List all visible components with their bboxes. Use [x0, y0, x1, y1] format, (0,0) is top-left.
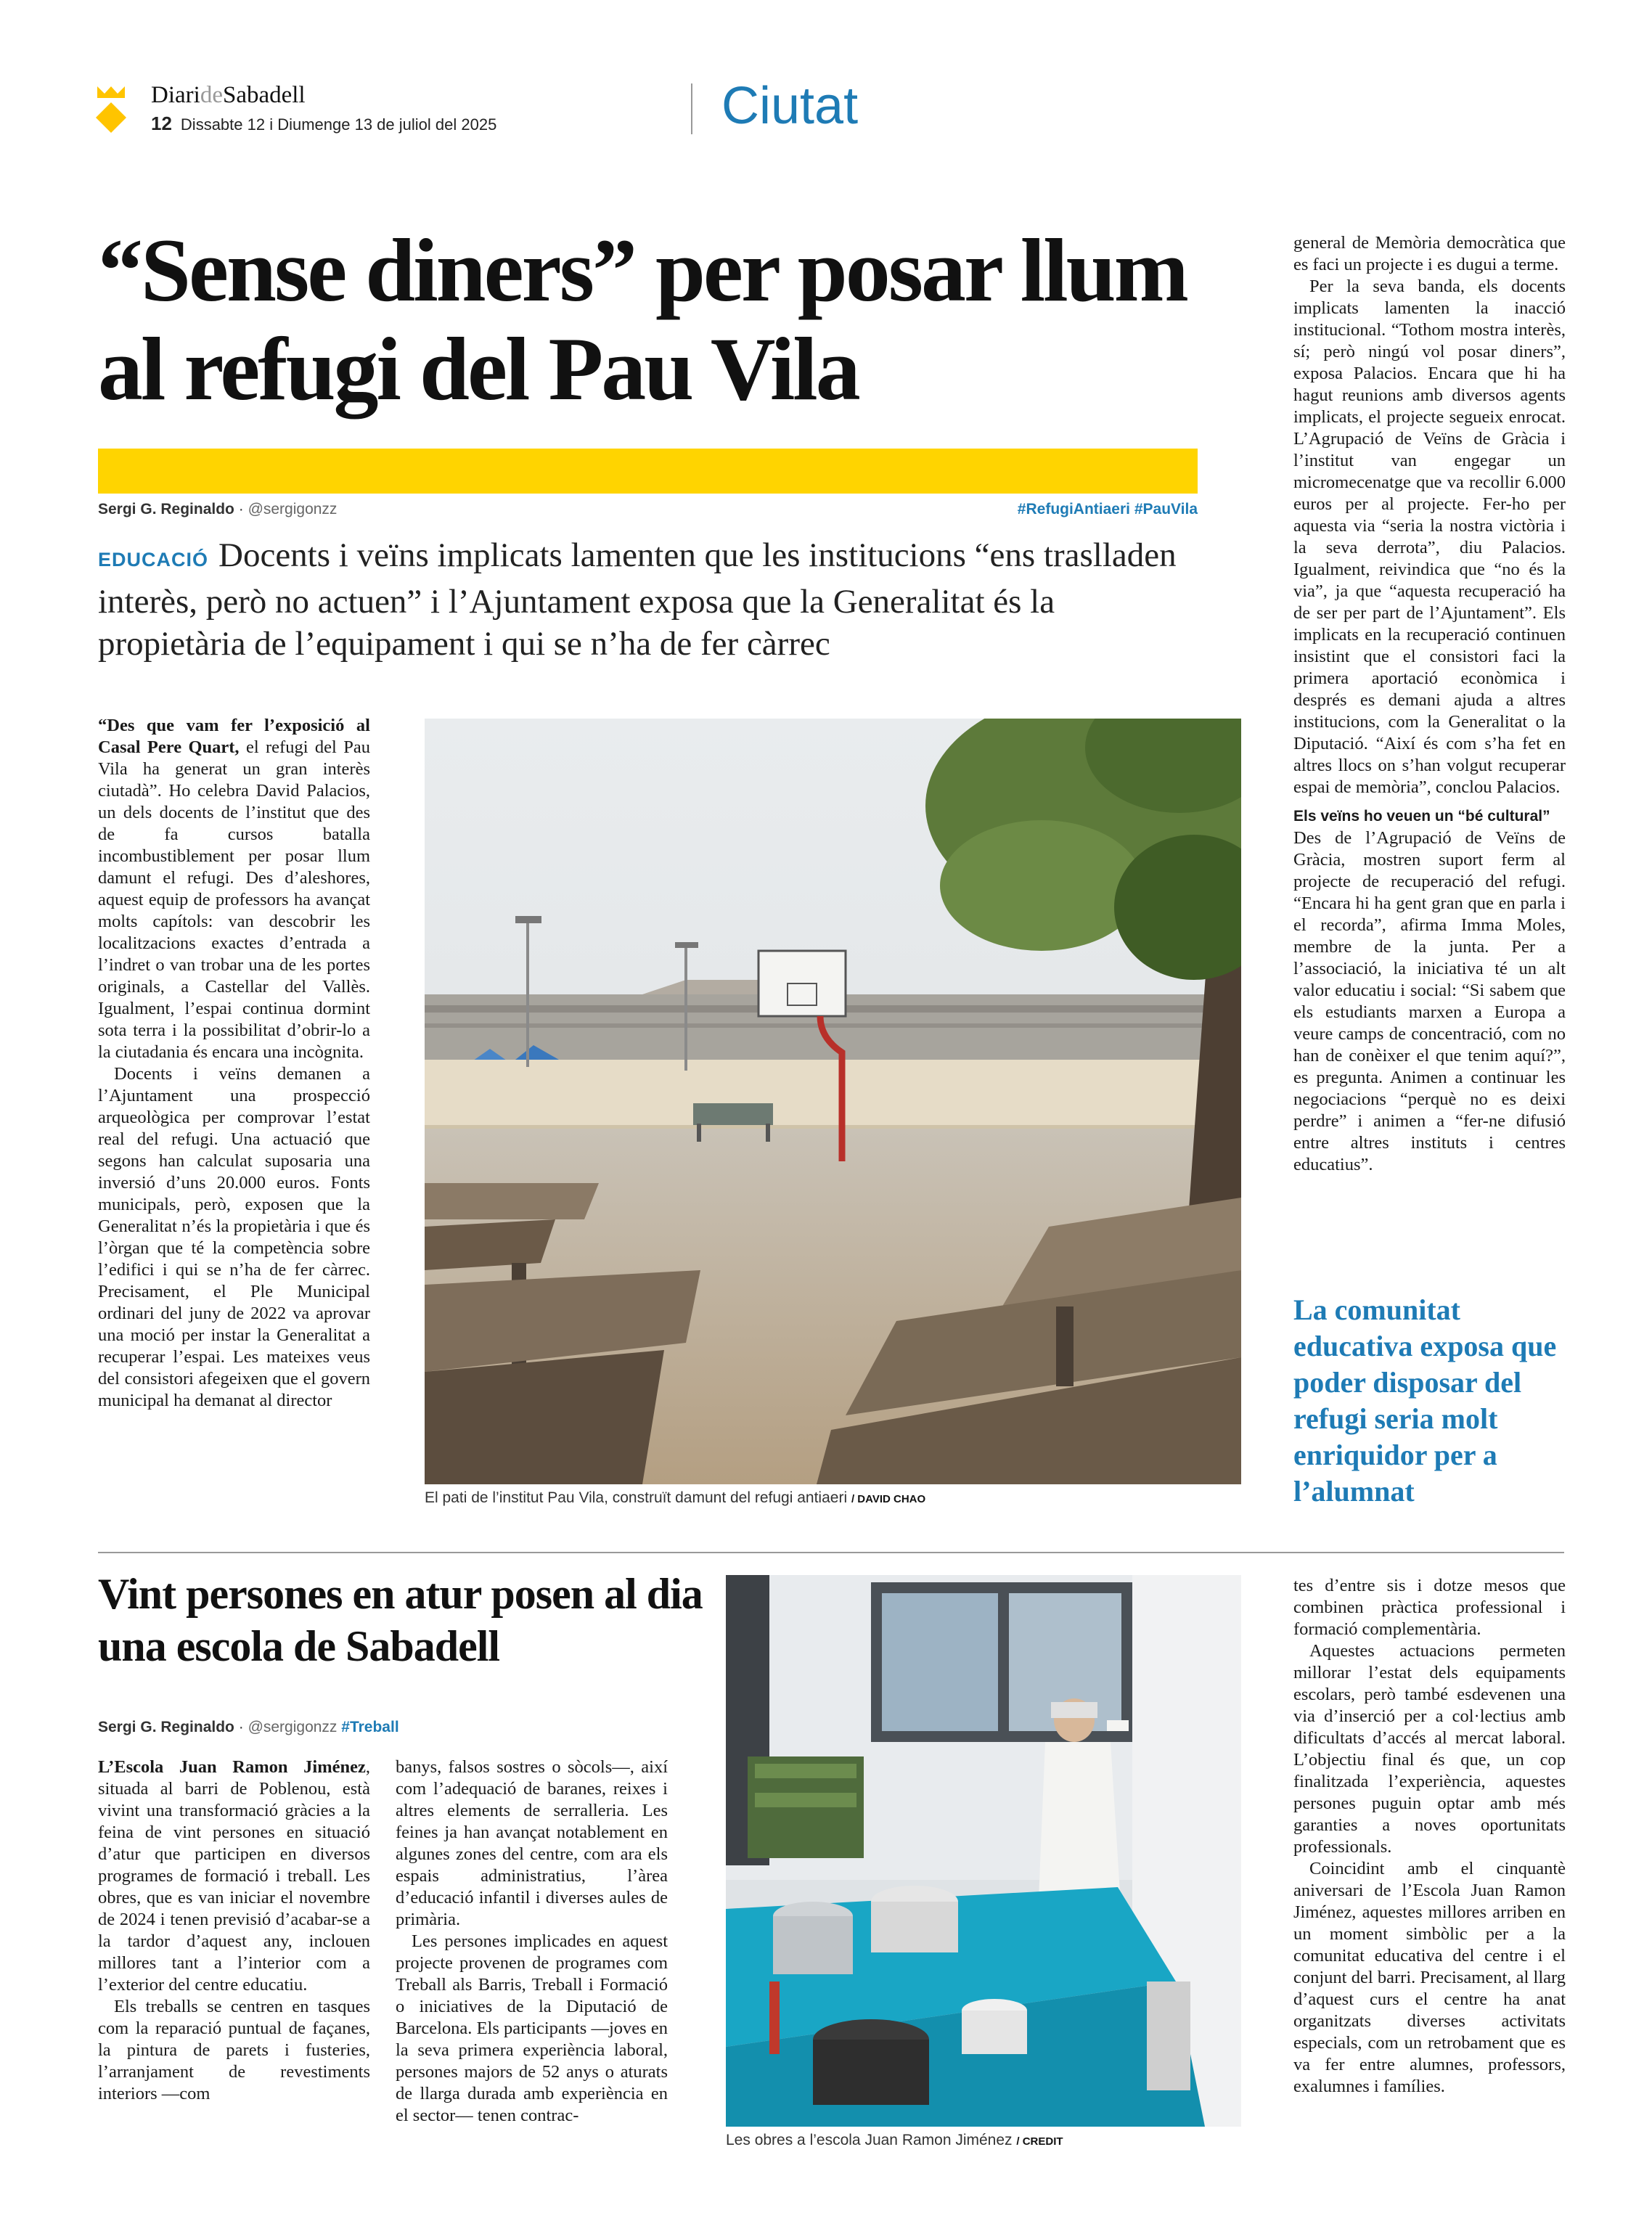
paragraph: Les persones implicades en aquest projecte provenen de programes com Treball als Barris, Treball i Formació o iniciatives de la Diputació de Barcelona. Els participants —joves en la seva primera experiència laboral, persones majors de 52 anys o aturats de llarga durada amb experiència en el sector— tenen contrac- — [396, 1931, 668, 2125]
paragraph: tes d’entre sis i dotze mesos que combinen pràctica professional i formació complementària. — [1293, 1576, 1566, 1639]
article1-photo — [425, 719, 1241, 1484]
article2-column-3 — [1293, 1575, 1566, 2098]
article1-column-1 — [98, 715, 370, 1412]
section-divider-line — [98, 1552, 1564, 1553]
article1-byline — [98, 501, 337, 518]
article2-column-2 — [396, 1756, 668, 2127]
article1-handle[interactable]: @sergigonzz — [248, 501, 338, 518]
paragraph: banys, falsos sostres o sòcols—, així com l’adequació de baranes, reixes i altres elements de serralleria. Les feines ja han avançat notablement en algunes zones del centre, com ara els espais administratius, l’àrea d’educació infantil i diverses aules de primària. — [396, 1757, 668, 1929]
paragraph — [98, 715, 370, 1063]
headline-yellow-bar — [98, 449, 1198, 494]
newspaper-brand — [151, 82, 306, 109]
masthead — [94, 76, 1561, 142]
article2-handle[interactable]: @sergigonzz — [248, 1719, 338, 1735]
lead-in: “Des que vam fer l’exposició al Casal Pere Quart, — [98, 716, 370, 757]
byline-separator: · — [238, 501, 244, 518]
article1-standfirst — [98, 534, 1209, 665]
article2-photo — [726, 1575, 1241, 2127]
article1-caption — [425, 1489, 925, 1507]
article1-author: Sergi G. Reginaldo — [98, 501, 234, 518]
brand-prefix: Diari — [151, 82, 200, 108]
paragraph-text: el refugi del Pau Vila ha generat un gran interès ciutadà”. Ho celebra David Palacios, un dels docents de l’institut que des de fa cursos batalla incombustiblement per posar llum damunt el refugi. Des d’aleshores, aquest equip de professors ha avançat molts capítols: van descobrir les localitzacions exactes d’entrada a l’indret o van trobar una de les portes originals, a Castellar del Vallès. Igualment, l’espai continua dormint sota terra i la possibilitat d’obrir-lo a la ciutadania és encara una incògnita. — [98, 737, 370, 1062]
article2-author: Sergi G. Reginaldo — [98, 1719, 234, 1735]
paragraph: Per la seva banda, els docents implicats lamenten la inacció institucional. “Tothom mostra interès, sí; però ningú vol posar diners”, exposa Palacios. Encara que hi ha hagut reunions amb diversos agents implicats, el projecte segueix enrocat. L’Agrupació de Veïns de Gràcia i l’institut van engegar un micromecenatge que va recollir 6.000 euros per al projecte. Fer-ho per aquesta via “seria la nostra victòria i la seva derrota”, diu Palacios. Igualment, reivindica que “no és la via”, ja que “aquesta recuperació ha de ser per part de l’Ajuntament”. Els implicats en la recuperació continuen insistint que el consistori faci la primera aportació econòmica i després es demani ajuda a altres institucions, com la Generalitat o la Diputació. “Així és com s’ha fet en altres llocs on s’han volgut recuperar espai de memòria”, conclou Palacios. — [1293, 277, 1566, 797]
photo-credit: / CREDIT — [1016, 2135, 1063, 2148]
photo-credit: / DAVID CHAO — [851, 1493, 926, 1505]
standfirst-text: Docents i veïns implicats lamenten que les institucions “ens traslladen interès, però no actuen” i l’Ajuntament exposa que la Generalitat és la propietària de l’equipament i qui se n’ha de fer càrrec — [98, 536, 1177, 663]
byline-separator: · — [238, 1719, 244, 1735]
paragraph: Coincidint amb el cinquantè aniversari de l’Escola Juan Ramon Jiménez, aquestes millores arriben en un moment simbòlic per a la comunitat educativa del centre i el conjunt del barri. Precisament, al llarg d’aquest curs el centre ha anat organitzats diverses activitats especials, com un retrobament que es va fer entre alumnes, professors, exalumnes i famílies. — [1293, 1859, 1566, 2096]
article1-pullquote: La comunitat educativa exposa que poder disposar del refugi seria molt enriquidor per a l’alumnat — [1293, 1293, 1557, 1508]
subhead: Els veïns ho veuen un “bé cultural” — [1293, 808, 1550, 825]
article2-byline — [98, 1719, 399, 1736]
article2-column-1 — [98, 1756, 370, 2105]
paragraph: Els treballs se centren en tasques com la reparació puntual de façanes, la pintura de parets i fusteries, l’arranjament de revestiments interiors —com — [98, 1997, 370, 2103]
paragraph: Des de l’Agrupació de Veïns de Gràcia, mostren suport ferm al projecte de recuperació del refugi. “Encara hi ha gent gran que en parla i el recorda”, afirma Imma Moles, membre de la junta. Per a l’associació, la iniciativa té un alt valor educatiu i social: “Si sabem que els estudiants marxen a Europa a veure camps de concentració, com no han de conèixer el que tenim aquí?”, es pregunta. Animen a continuar les negociacions “perquè no es deixi perdre” i animen a “fer-ne difusió entre altres instituts i centres educatius”. — [1293, 828, 1566, 1174]
caption-text: El pati de l’institut Pau Vila, construït damunt del refugi antiaeri — [425, 1489, 848, 1506]
paragraph: Docents i veïns demanen a l’Ajuntament una prospecció arqueològica per comprovar l’estat real del refugi. Una actuació que segons han calculat suposaria una inversió d’uns 20.000 euros. Fonts municipals, però, exposen que la Generalitat n’és la propietària i que és l’òrgan que té la competència sobre l’edifici i qui se n’ha de fer càrrec. Precisament, el Ple Municipal ordinari del juny de 2022 va aprovar una moció per instar la Generalitat a recuperar l’espai. Les mateixes veus del consistori afegeixen que el govern municipal ha demanat al director — [98, 1064, 370, 1410]
article2-tag[interactable]: #Treball — [341, 1719, 399, 1735]
schoolyard-photo-image — [425, 719, 1241, 1484]
page-info — [151, 113, 496, 135]
caption-text: Les obres a l’escola Juan Ramon Jiménez — [726, 2132, 1013, 2148]
article2-caption — [726, 2132, 1063, 2149]
article1-tags[interactable]: #RefugiAntiaeri #PauVila — [1017, 501, 1198, 518]
article1-kicker: EDUCACIÓ — [98, 549, 209, 570]
page-number: 12 — [151, 113, 172, 134]
article1-headline: “Sense diners” per posar llum al refugi del Pau Vila — [98, 221, 1187, 419]
school-works-photo-image — [726, 1575, 1241, 2127]
paragraph: general de Memòria democràtica que es faci un projecte i es dugui a terme. — [1293, 233, 1566, 274]
article1-column-3 — [1293, 232, 1566, 1176]
paragraph-text: , situada al barri de Poblenou, està vivint una transformació gràcies a la feina de vint persones en situació d’atur que participen en diversos programes de formació i treball. Les obres, que es van iniciar el novembre de 2024 i tenen previsió d’acabar-se a la tardor d’aquest any, inclouen millores tant a l’interior com a l’exterior del centre educatiu. — [98, 1757, 370, 1995]
brand-suffix: Sabadell — [222, 82, 306, 108]
newspaper-logo-icon — [94, 83, 128, 134]
article2-headline: Vint persones en atur posen al dia una escola de Sabadell — [98, 1570, 703, 1670]
paragraph: Aquestes actuacions permeten millorar l’estat dels equipaments escolars, però també esdevenen una via d’inserció per a col·lectius amb dificultats d’accés al mercat laboral. L’objectiu final és que, un cop finalitzada l’experiència, aquestes persones puguin optar amb més garanties a noves oportunitats professionals. — [1293, 1641, 1566, 1857]
section-title: Ciutat — [721, 77, 859, 135]
paragraph — [98, 1756, 370, 1996]
lead-in: L’Escola Juan Ramon Jiménez — [98, 1757, 366, 1777]
section-divider — [691, 83, 692, 134]
brand-de: de — [200, 82, 223, 108]
issue-date: Dissabte 12 i Diumenge 13 de juliol del 2025 — [180, 115, 497, 134]
